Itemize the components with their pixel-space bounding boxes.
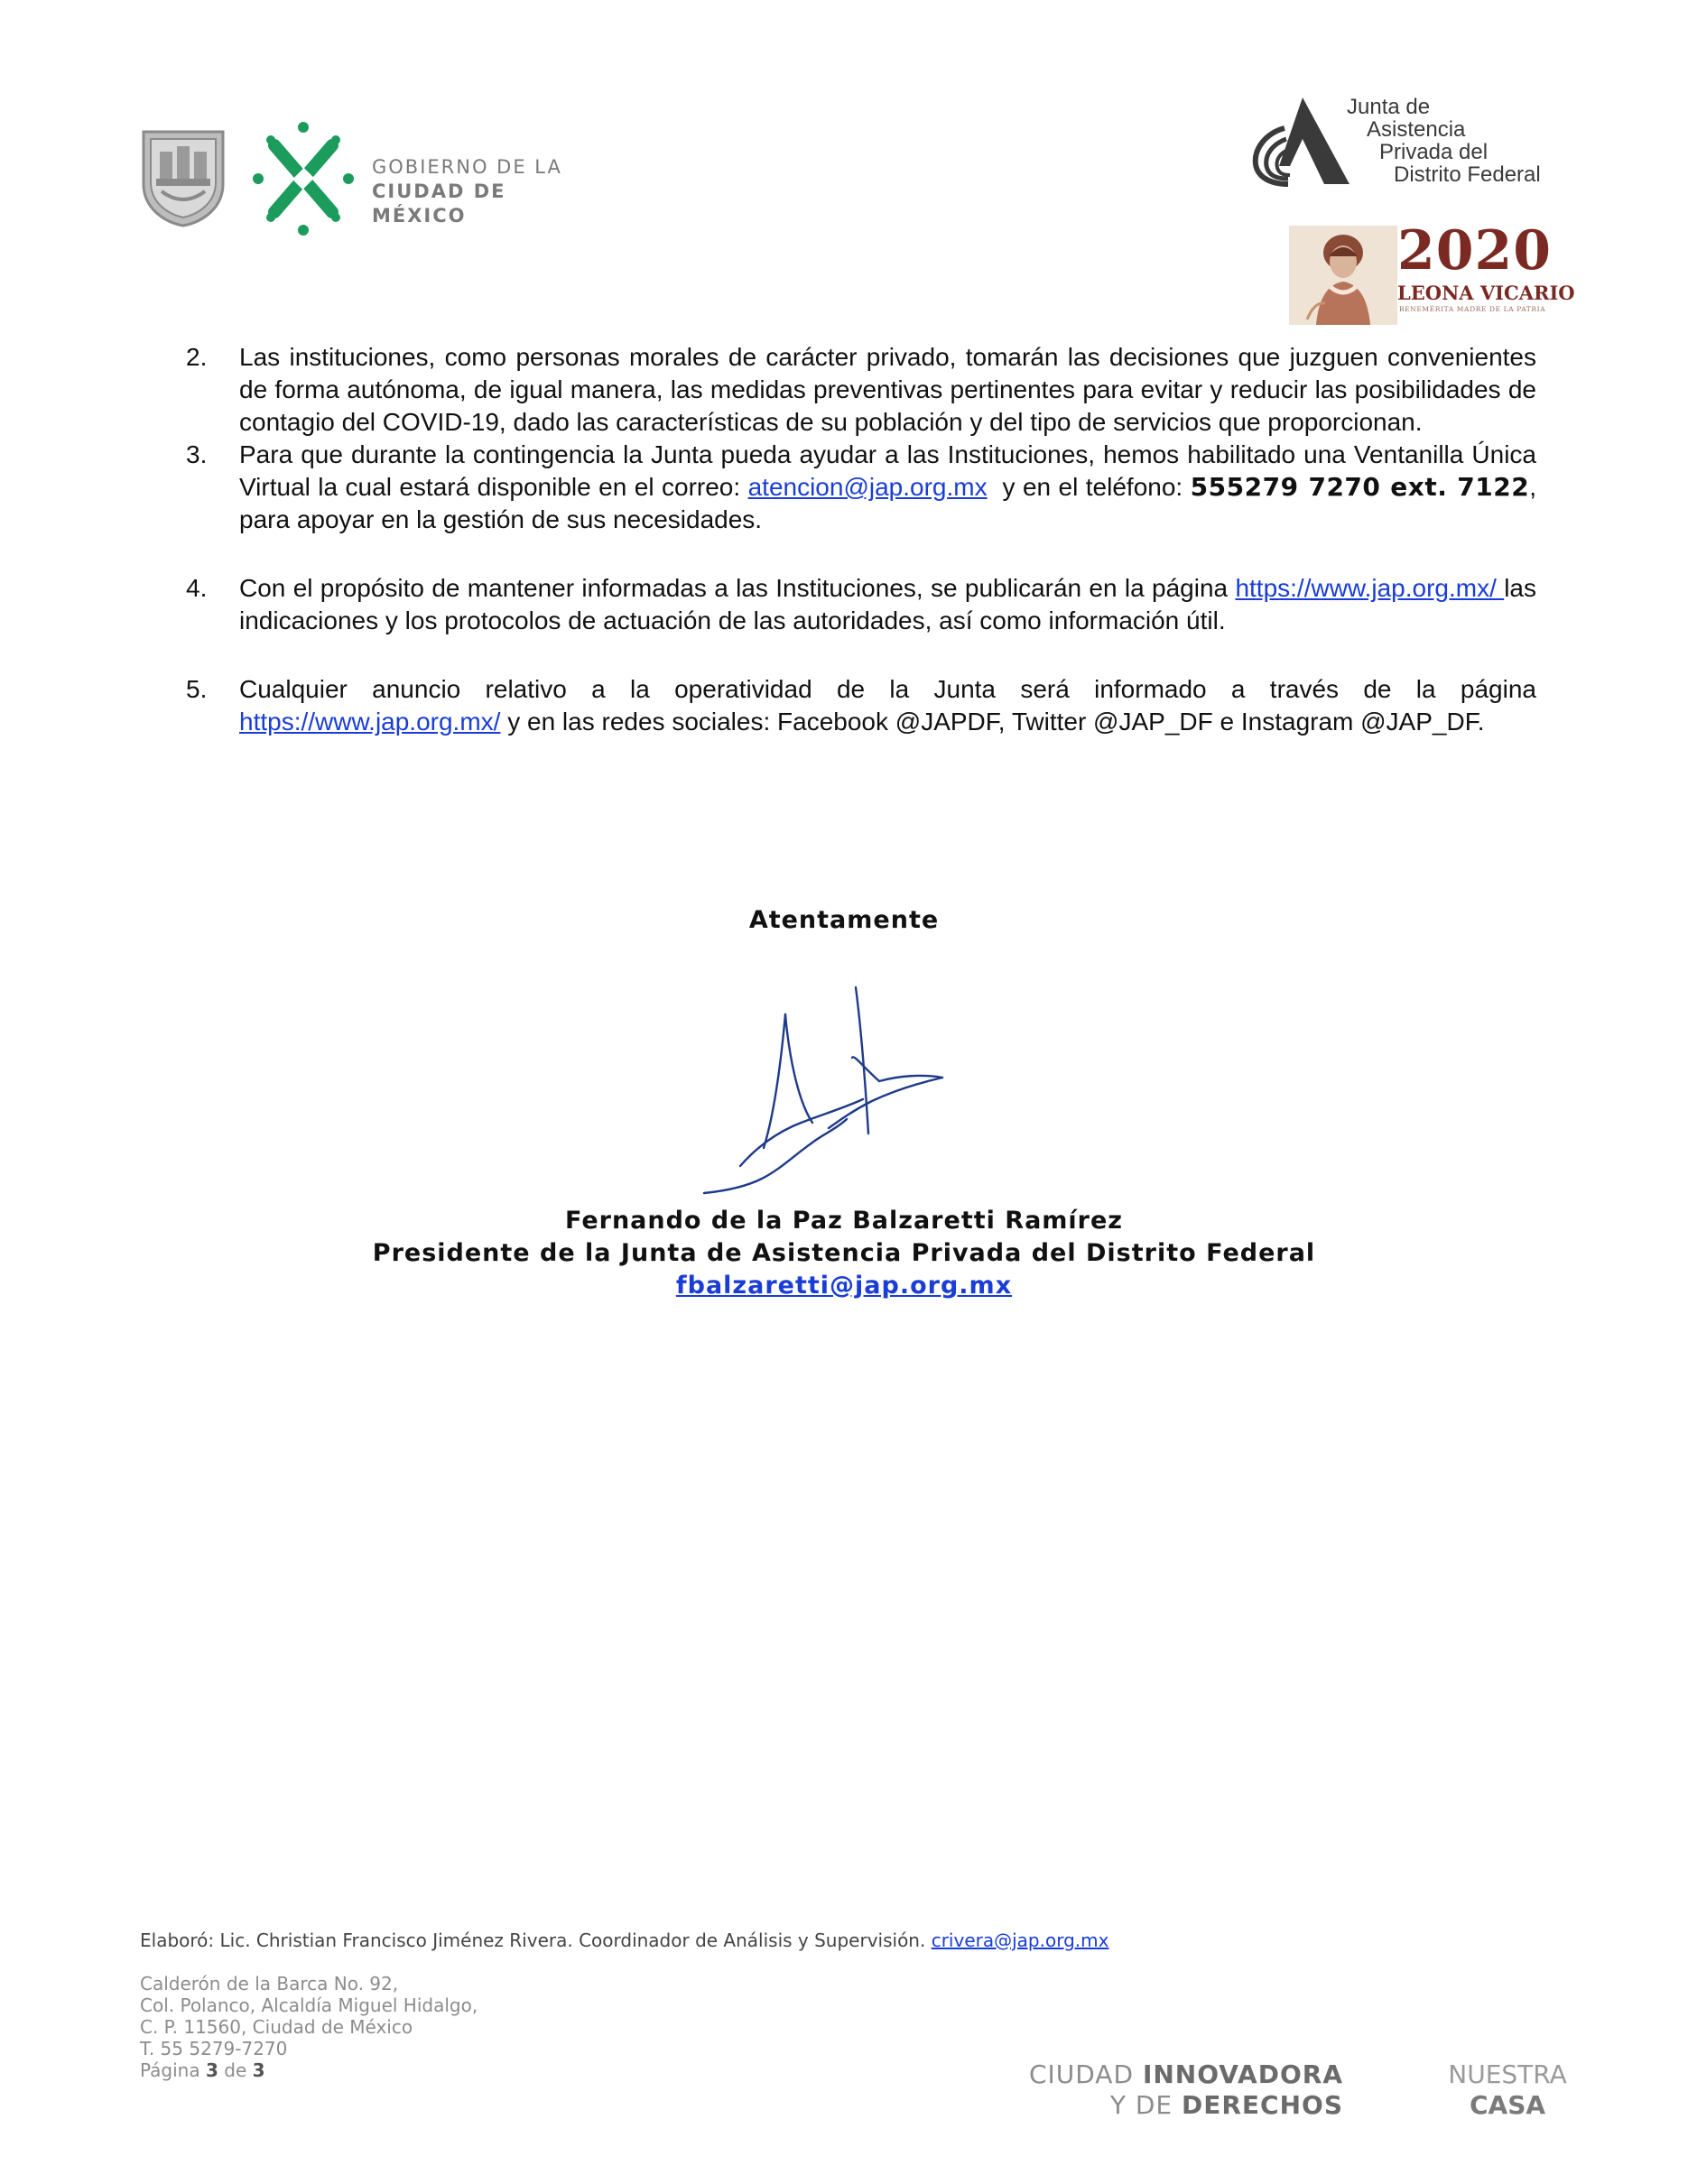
handwritten-signature — [686, 975, 993, 1200]
year-honoree: LEONA VICARIO — [1397, 282, 1575, 304]
phone-line: T. 55 5279-7270 — [140, 2038, 288, 2059]
list-item — [186, 572, 1536, 637]
item-number: 2. — [186, 343, 208, 371]
list-item — [186, 439, 1536, 536]
item-text: y en las redes sociales: Facebook @JAPDF, Twitter @JAP_DF e Instagram @JAP_DF. — [500, 708, 1485, 736]
item-text: Para que durante la contingencia la Junta pueda ayudar a las Instituciones, hemos habilitado una Ventanilla Única Virtual la cual estará disponible en el correo: — [239, 440, 1536, 501]
item-number: 3. — [186, 440, 208, 468]
casa-line-2: CASA — [1469, 2090, 1546, 2120]
numbered-list — [186, 341, 1536, 738]
website-link[interactable]: https://www.jap.org.mx/ — [1235, 574, 1505, 602]
slogan-part: INNOVADORA — [1142, 2059, 1343, 2089]
signer-email-link[interactable]: fbalzaretti@jap.org.mx — [675, 1272, 1013, 1300]
page-word: Página — [140, 2059, 206, 2081]
address-line: C. P. 11560, Ciudad de México — [140, 2016, 413, 2038]
jap-name — [1347, 96, 1618, 186]
address-line: Col. Polanco, Alcaldía Miguel Hidalgo, — [140, 1994, 478, 2016]
item-text: Las instituciones, como personas morales de carácter privado, tomarán las decisiones que juzguen convenientes de forma autónoma, de igual manera, las medidas preventivas pertinentes para evitar y reducir las posibilidades de contagio del COVID-19, dado las características de su población y del tipo de servicios que proporcionan. — [239, 343, 1536, 436]
preparer-email-link[interactable]: crivera@jap.org.mx — [931, 1930, 1109, 1951]
jap-line-1: Junta de — [1347, 95, 1431, 119]
signer-title: Presidente de la Junta de Asistencia Privada del Distrito Federal — [372, 1239, 1316, 1267]
item-text: , para apoyar en la gestión de sus necesidades. — [239, 473, 1537, 533]
jap-line-2: Asistencia — [1367, 117, 1466, 142]
signer-name: Fernando de la Paz Balzaretti Ramírez — [564, 1207, 1124, 1235]
list-item — [186, 341, 1536, 439]
jap-line-4: Distrito Federal — [1394, 162, 1541, 187]
slogan-part: DERECHOS — [1181, 2090, 1343, 2120]
gov-line-2: CIUDAD DE MÉXICO — [372, 180, 506, 227]
page-total: 3 — [252, 2059, 265, 2081]
city-slogan — [1000, 2059, 1343, 2121]
prepared-by-line — [140, 1930, 1313, 1951]
item-number: 5. — [186, 675, 208, 703]
page-of: de — [218, 2059, 253, 2081]
item-text: y en el teléfono: — [987, 473, 1191, 501]
phone-number: 555279 7270 ext. 7122 — [1190, 472, 1530, 502]
list-item — [186, 673, 1536, 738]
signer-block — [0, 1205, 1688, 1302]
slogan-part: Y DE — [1109, 2090, 1182, 2120]
address-block — [140, 1973, 591, 2081]
jap-line-3: Privada del — [1379, 140, 1489, 164]
item-text: las indicaciones y los protocolos de actuación de las autoridades, así como información útil. — [239, 574, 1536, 634]
item-text: Cualquier anuncio relativo a la operatividad de la Junta será informado a través de la página — [239, 675, 1536, 703]
page-indicator — [140, 2059, 591, 2081]
jap-logo-icon — [1248, 94, 1352, 189]
casa-line-1: NUESTRA — [1448, 2059, 1567, 2089]
nuestra-casa-logo — [1435, 2059, 1580, 2121]
year-number: 2020 — [1397, 219, 1552, 282]
item-text: Con el propósito de mantener informadas a las Instituciones, se publicarán en la página — [239, 574, 1236, 602]
page-current: 3 — [205, 2059, 218, 2081]
gov-line-1: GOBIERNO DE LA — [372, 156, 562, 178]
closing-salutation: Atentamente — [748, 906, 940, 934]
cdmx-logo-icon — [253, 120, 354, 237]
government-name — [372, 155, 607, 228]
year-subtitle: BENEMÉRITA MADRE DE LA PATRIA — [1399, 305, 1546, 313]
leona-vicario-portrait-icon — [1289, 226, 1397, 325]
cdmx-coat-of-arms-icon — [140, 128, 227, 227]
slogan-part: CIUDAD — [1028, 2059, 1143, 2089]
contact-email-link[interactable]: atencion@jap.org.mx — [747, 473, 988, 501]
website-link[interactable]: https://www.jap.org.mx/ — [239, 708, 501, 736]
prepared-by-text: Elaboró: Lic. Christian Francisco Jiménez Rivera. Coordinador de Análisis y Supervisión. — [140, 1930, 932, 1951]
address-line: Calderón de la Barca No. 92, — [140, 1973, 399, 1994]
item-number: 4. — [186, 574, 208, 602]
